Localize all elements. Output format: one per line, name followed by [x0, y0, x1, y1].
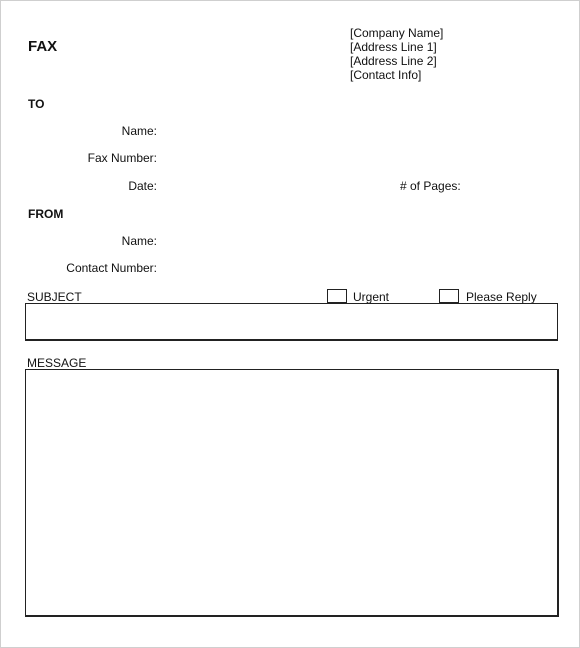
- urgent-label: Urgent: [353, 290, 390, 304]
- subject-input-box[interactable]: [25, 303, 558, 341]
- from-name-label: Name:: [121, 234, 157, 248]
- pages-count-label: # of Pages:: [400, 179, 461, 193]
- message-label: MESSAGE: [27, 356, 87, 370]
- document-title: FAX: [28, 38, 58, 55]
- contact-info: [Contact Info]: [350, 68, 422, 82]
- please-reply-label: Please Reply: [466, 290, 537, 304]
- urgent-checkbox[interactable]: [327, 289, 347, 303]
- from-contact-number-label: Contact Number:: [66, 261, 157, 275]
- subject-label: SUBJECT: [27, 290, 82, 304]
- company-info-block: [350, 26, 443, 82]
- address-line-1: [Address Line 1]: [350, 40, 437, 54]
- address-line-2: [Address Line 2]: [350, 54, 437, 68]
- message-input-box[interactable]: [25, 369, 559, 617]
- company-name: [Company Name]: [350, 26, 444, 40]
- please-reply-checkbox[interactable]: [439, 289, 459, 303]
- from-heading: FROM: [28, 207, 64, 221]
- to-name-label: Name:: [121, 124, 157, 138]
- to-heading: TO: [28, 97, 45, 111]
- to-fax-number-label: Fax Number:: [87, 151, 157, 165]
- to-date-label: Date:: [128, 179, 157, 193]
